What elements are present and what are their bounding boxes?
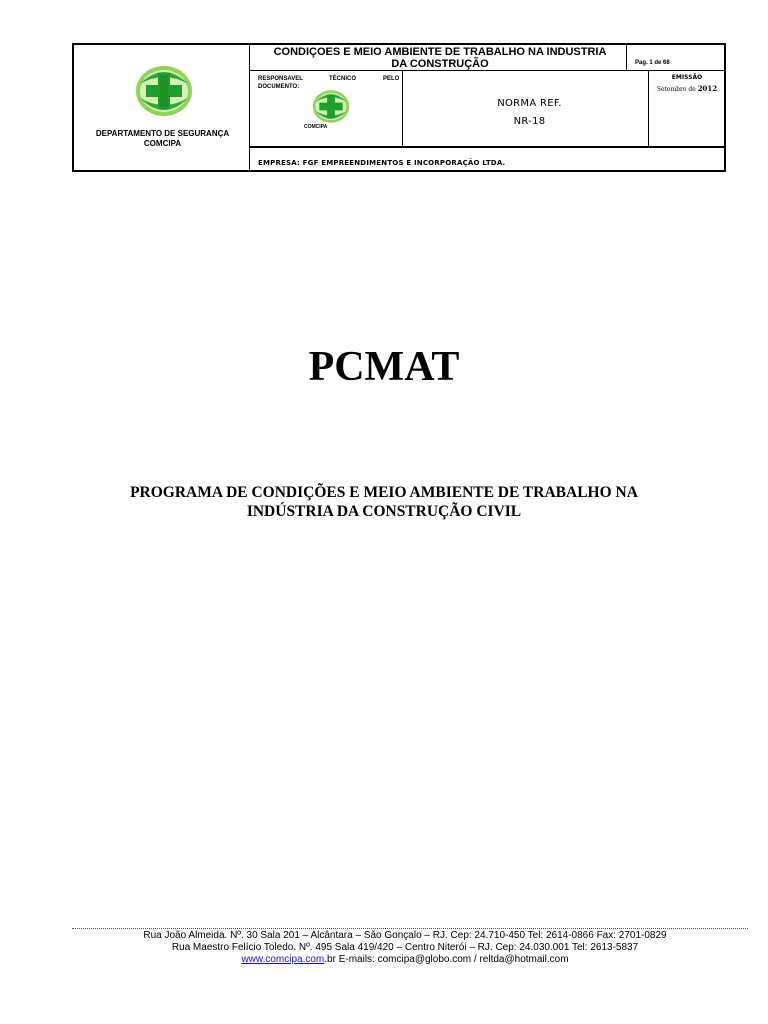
- footer-rule: [72, 928, 748, 929]
- emissao-year: 2012: [697, 84, 718, 93]
- norma-value: NR-18: [513, 116, 546, 127]
- website-link[interactable]: www.comcipa.com: [241, 954, 325, 965]
- header-divider: [250, 70, 724, 71]
- document-header: [72, 43, 726, 172]
- responsible-document-label: DOCUMENTO:: [258, 84, 300, 90]
- footer-address-line: Rua João Almeida. Nº. 30 Sala 201 – Alcântara – São Gonçalo – RJ. Cep: 24.710-450 Tel: 2614-0866 Fax: 2701-0829: [143, 930, 667, 941]
- green-cross-logo-icon: [134, 64, 194, 118]
- header-divider: [402, 71, 403, 146]
- norma-label: NORMA REF.: [497, 98, 562, 109]
- footer-contact-line: [72, 954, 738, 966]
- subtitle-line: PROGRAMA DE CONDIÇÕES E MEIO AMBIENTE DE TRABALHO NA: [130, 484, 638, 501]
- header-divider: [626, 45, 627, 70]
- responsible-word: TÉCNICO: [329, 76, 356, 82]
- department-label: [74, 129, 251, 149]
- department-line: COMCIPA: [143, 139, 182, 148]
- emissao-month: Setembro de: [656, 86, 696, 93]
- responsible-word: PELO: [383, 76, 400, 82]
- subtitle-line: INDÚSTRIA DA CONSTRUÇÃO CIVIL: [246, 503, 522, 520]
- footer-emails: .br E-mails: comcipa@globo.com / reltda@hotmail.com: [324, 954, 569, 965]
- emissao-label: EMISSÃO: [671, 74, 703, 81]
- page-counter: Pag. 1 de 68: [635, 60, 670, 66]
- responsible-word: RESPONSAVEL: [258, 76, 303, 82]
- title-line: CONDIÇOES E MEIO AMBIENTE DE TRABALHO NA INDUSTRIA: [273, 46, 607, 58]
- emissao-date: [652, 84, 722, 93]
- footer: [72, 930, 738, 966]
- header-divider: [250, 146, 724, 148]
- green-cross-small-logo-icon: [311, 89, 351, 124]
- small-logo-label: COMCIPA: [304, 124, 328, 130]
- main-title: PCMAT: [308, 344, 460, 390]
- logo-cell: [74, 45, 251, 170]
- company-name: EMPRESA: FGF EMPREENDIMENTOS E INCORPORAÇÃO LTDA.: [258, 159, 506, 167]
- department-line: DEPARTAMENTO DE SEGURANÇA: [95, 129, 230, 138]
- title-line: DA CONSTRUÇÃO: [391, 58, 489, 70]
- norma-reference: [407, 95, 652, 131]
- subtitle: [84, 483, 684, 521]
- document-title: [254, 46, 626, 70]
- footer-address-line: Rua Maestro Felício Toledo. Nº. 495 Sala 419/420 – Centro Niterói – RJ. Cep: 24.030.001 Tel: 2613-5837: [171, 942, 639, 953]
